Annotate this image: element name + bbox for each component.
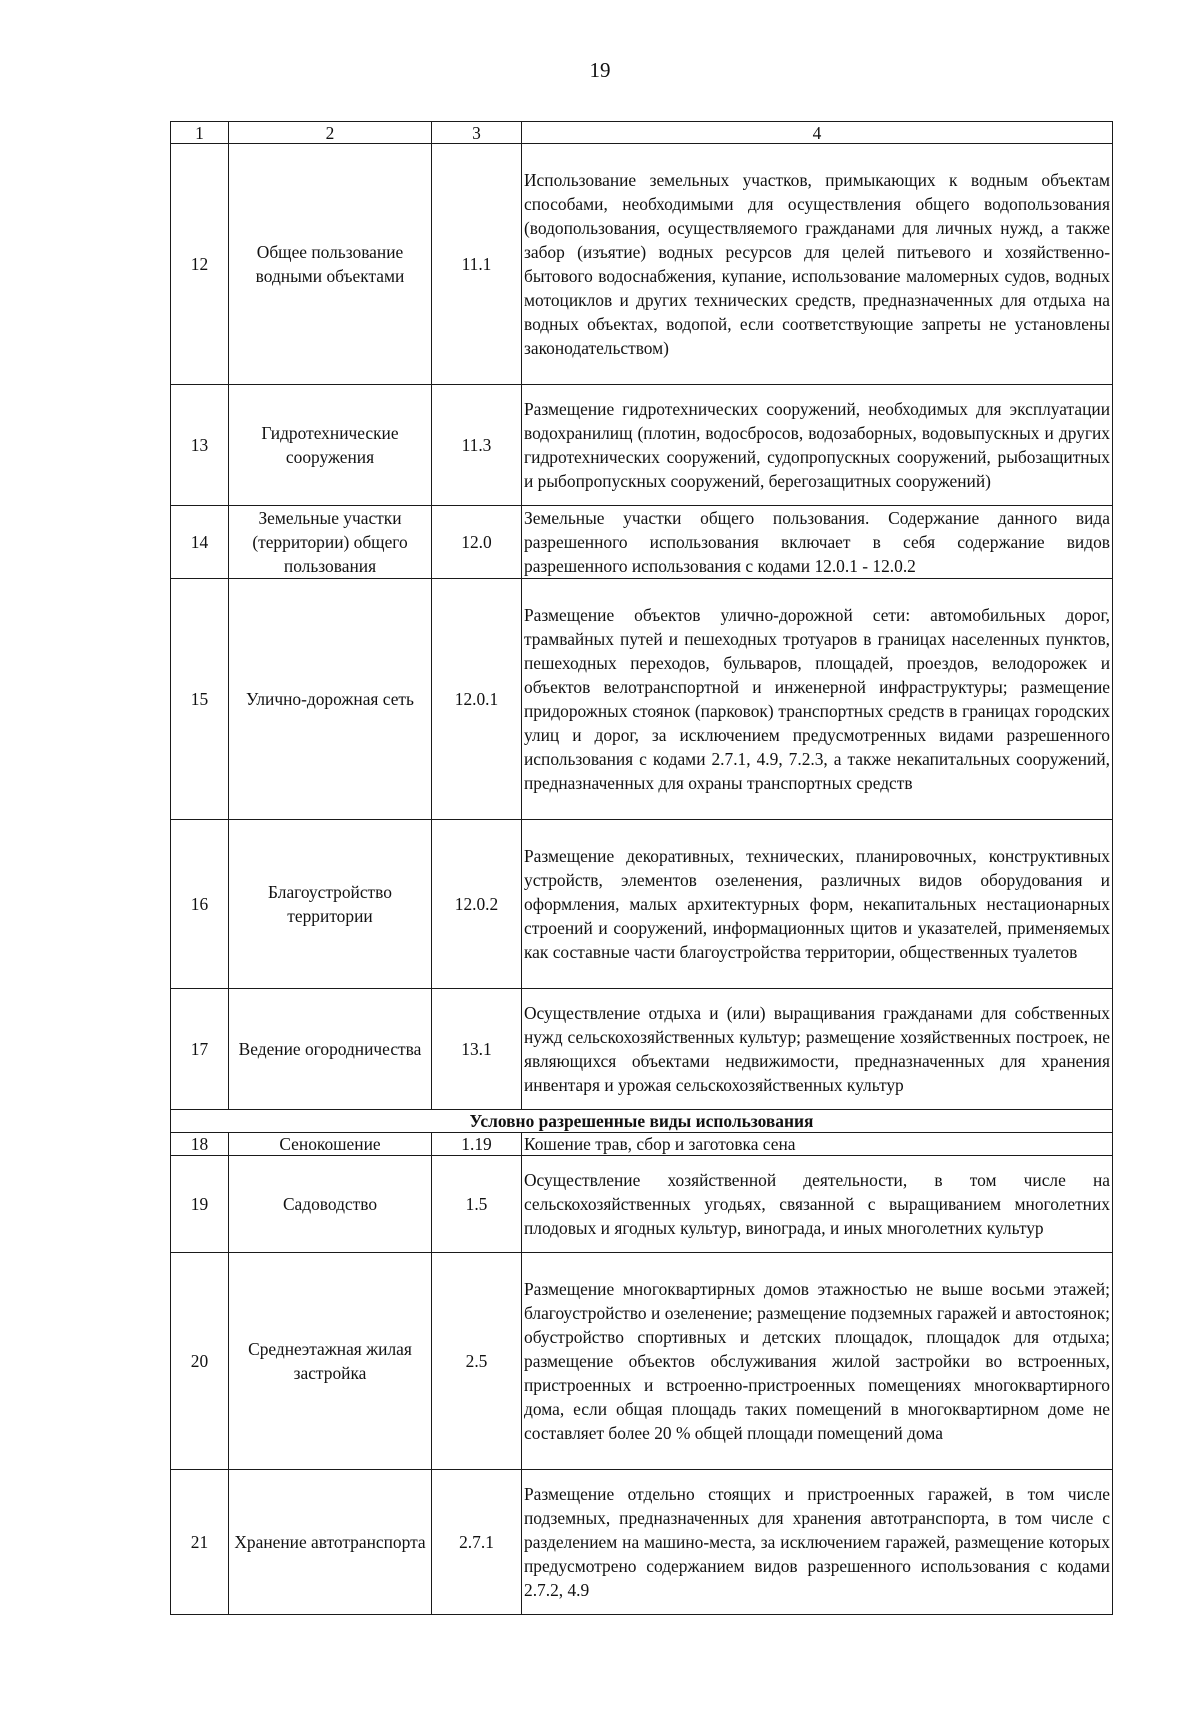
table-row xyxy=(171,506,1113,579)
table-row xyxy=(171,820,1113,989)
table-row xyxy=(171,1156,1113,1253)
table-row xyxy=(171,579,1113,820)
page-number: 19 xyxy=(589,58,611,82)
use-type-name: Ведение огородничества xyxy=(229,989,432,1110)
row-number: 15 xyxy=(171,579,229,820)
table-row xyxy=(171,144,1113,385)
column-header: 1 xyxy=(171,122,229,144)
table-header-row xyxy=(171,122,1113,144)
use-type-code: 2.5 xyxy=(432,1253,522,1470)
use-type-code: 12.0.1 xyxy=(432,579,522,820)
use-type-code: 13.1 xyxy=(432,989,522,1110)
use-type-name: Среднеэтажная жилая застройка xyxy=(229,1253,432,1470)
use-type-description: Кошение трав, сбор и заготовка сена xyxy=(522,1133,1113,1156)
use-type-name: Сенокошение xyxy=(229,1133,432,1156)
use-type-code: 2.7.1 xyxy=(432,1470,522,1615)
use-type-name: Гидротехнические сооружения xyxy=(229,385,432,506)
use-type-code: 1.5 xyxy=(432,1156,522,1253)
table-row xyxy=(171,1470,1113,1615)
row-number: 14 xyxy=(171,506,229,579)
table-row xyxy=(171,385,1113,506)
use-type-description: Размещение декоративных, технических, планировочных, конструктивных устройств, элементов озеленения, различных видов оборудования и оформления, малых архитектурных форм, некапитальных нестационарных строений и сооружений, информационных щитов и указателей, применяемых как составные части благоустройства территории, общественных туалетов xyxy=(522,820,1113,989)
row-number: 17 xyxy=(171,989,229,1110)
use-type-name: Земельные участки (территории) общего пользования xyxy=(229,506,432,579)
row-number: 18 xyxy=(171,1133,229,1156)
use-type-description: Размещение отдельно стоящих и пристроенных гаражей, в том числе подземных, предназначенных для хранения автотранспорта, в том числе с разделением на машино-места, за исключением гаражей, размещение которых предусмотрено содержанием видов разрешенного использования с кодами 2.7.2, 4.9 xyxy=(522,1470,1113,1615)
use-type-code: 12.0.2 xyxy=(432,820,522,989)
use-type-description: Размещение многоквартирных домов этажностью не выше восьми этажей; благоустройство и озеленение; размещение подземных гаражей и автостоянок; обустройство спортивных и детских площадок, площадок для отдыха; размещение объектов обслуживания жилой застройки во встроенных, пристроенных и встроенно-пристроенных помещениях многоквартирного дома, если общая площадь таких помещений в многоквартирном доме не составляет более 20 % общей площади помещений дома xyxy=(522,1253,1113,1470)
row-number: 13 xyxy=(171,385,229,506)
table-row xyxy=(171,989,1113,1110)
use-type-code: 12.0 xyxy=(432,506,522,579)
use-type-code: 11.3 xyxy=(432,385,522,506)
row-number: 21 xyxy=(171,1470,229,1615)
use-type-name: Садоводство xyxy=(229,1156,432,1253)
use-type-name: Хранение автотранспорта xyxy=(229,1470,432,1615)
use-type-description: Использование земельных участков, примыкающих к водным объектам способами, необходимыми для осуществления общего водопользования (водопользования, осуществляемого гражданами для личных нужд, а также забор (изъятие) водных ресурсов для целей питьевого и хозяйственно-бытового водоснабжения, купание, использование маломерных судов, водных мотоциклов и других технических средств, предназначенных для отдыха на водных объектах, водопой, если соответствующие запреты не установлены законодательством) xyxy=(522,144,1113,385)
use-type-description: Размещение гидротехнических сооружений, необходимых для эксплуатации водохранилищ (плотин, водосбросов, водозаборных, водовыпускных и других гидротехнических сооружений, судопропускных сооружений, рыбозащитных и рыбопропускных сооружений, берегозащитных сооружений) xyxy=(522,385,1113,506)
row-number: 16 xyxy=(171,820,229,989)
row-number: 20 xyxy=(171,1253,229,1470)
use-type-description: Осуществление отдыха и (или) выращивания гражданами для собственных нужд сельскохозяйственных культур; размещение хозяйственных построек, не являющихся объектами недвижимости, предназначенных для хранения инвентаря и урожая сельскохозяйственных культур xyxy=(522,989,1113,1110)
land-use-table xyxy=(170,121,1113,1615)
section-header-row xyxy=(171,1110,1113,1133)
use-type-name: Общее пользование водными объектами xyxy=(229,144,432,385)
use-type-name: Улично-дорожная сеть xyxy=(229,579,432,820)
row-number: 12 xyxy=(171,144,229,385)
use-type-code: 11.1 xyxy=(432,144,522,385)
column-header: 4 xyxy=(522,122,1113,144)
table-row xyxy=(171,1133,1113,1156)
use-type-description: Размещение объектов улично-дорожной сети: автомобильных дорог, трамвайных путей и пешеходных тротуаров в границах населенных пунктов, пешеходных переходов, бульваров, площадей, проездов, велодорожек и объектов велотранспортной и инженерной инфраструктуры; размещение придорожных стоянок (парковок) транспортных средств в границах городских улиц и дорог, за исключением предусмотренных видами разрешенного использования с кодами 2.7.1, 4.9, 7.2.3, а также некапитальных сооружений, предназначенных для охраны транспортных средств xyxy=(522,579,1113,820)
use-type-code: 1.19 xyxy=(432,1133,522,1156)
section-title: Условно разрешенные виды использования xyxy=(171,1110,1113,1133)
use-type-name: Благоустройство территории xyxy=(229,820,432,989)
column-header: 3 xyxy=(432,122,522,144)
use-type-description: Осуществление хозяйственной деятельности, в том числе на сельскохозяйственных угодьях, связанной с выращиванием многолетних плодовых и ягодных культур, винограда, и иных многолетних культур xyxy=(522,1156,1113,1253)
column-header: 2 xyxy=(229,122,432,144)
row-number: 19 xyxy=(171,1156,229,1253)
use-type-description: Земельные участки общего пользования. Содержание данного вида разрешенного использования включает в себя содержание видов разрешенного использования с кодами 12.0.1 - 12.0.2 xyxy=(522,506,1113,579)
table-row xyxy=(171,1253,1113,1470)
